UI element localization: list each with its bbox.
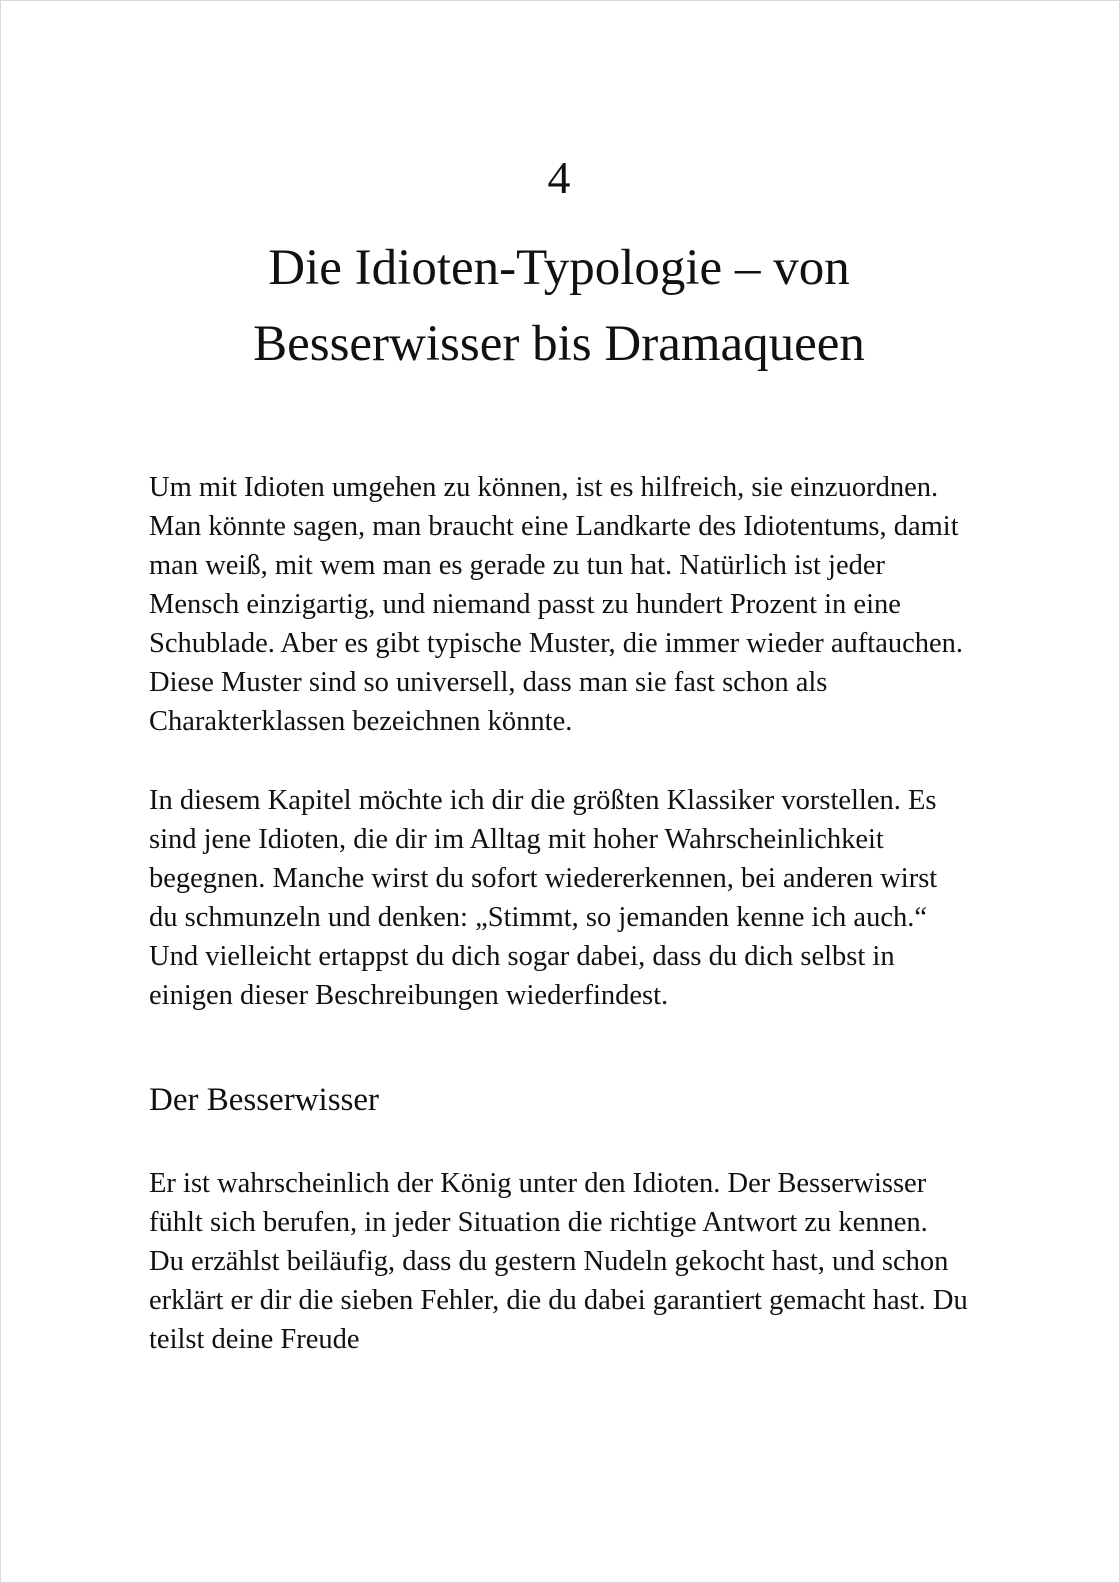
paragraph-2: In diesem Kapitel möchte ich dir die größten Klassiker vorstellen. Es sind jene Idioten, die dir im Alltag mit hoher Wahrscheinlichkeit begegnen. Manche wirst du sofort wiedererkennen, bei anderen wirst du schmunzeln und denken: „Stimmt, so jemanden kenne ich auch.“ Und vielleicht ertappst du dich sogar dabei, dass du dich selbst in einigen dieser Beschreibungen wiederfindest. xyxy=(149,784,938,1011)
paragraph-1: Um mit Idioten umgehen zu können, ist es hilfreich, sie einzuordnen. Man könnte sagen, man braucht eine Landkarte des Idiotentums, damit man weiß, mit wem man es gerade zu tun hat. Natürlich ist jeder Mensch einzigartig, und niemand passt zu hundert Prozent in eine Schublade. Aber es gibt typische Muster, die immer wieder auftauchen. Diese Muster sind so universell, dass man sie fast schon als Charakterklassen bezeichnen könnte. xyxy=(149,471,964,737)
body-text xyxy=(149,468,969,1360)
section-heading: Der Besserwisser xyxy=(149,1081,380,1118)
chapter-title: Die Idioten-Typologie – von Besserwisser bis Dramaqueen xyxy=(253,239,865,372)
chapter-number: 4 xyxy=(547,152,571,203)
paragraph-3: Er ist wahrscheinlich der König unter den Idioten. Der Besserwisser fühlt sich berufen, in jeder Situation die richtige Antwort zu kennen. Du erzählst beiläufig, dass du gestern Nudeln gekocht hast, und schon erklärt er dir die sieben Fehler, die du dabei garantiert gemacht hast. Du teilst deine Freude xyxy=(149,1168,968,1356)
page-content xyxy=(1,153,1119,1359)
